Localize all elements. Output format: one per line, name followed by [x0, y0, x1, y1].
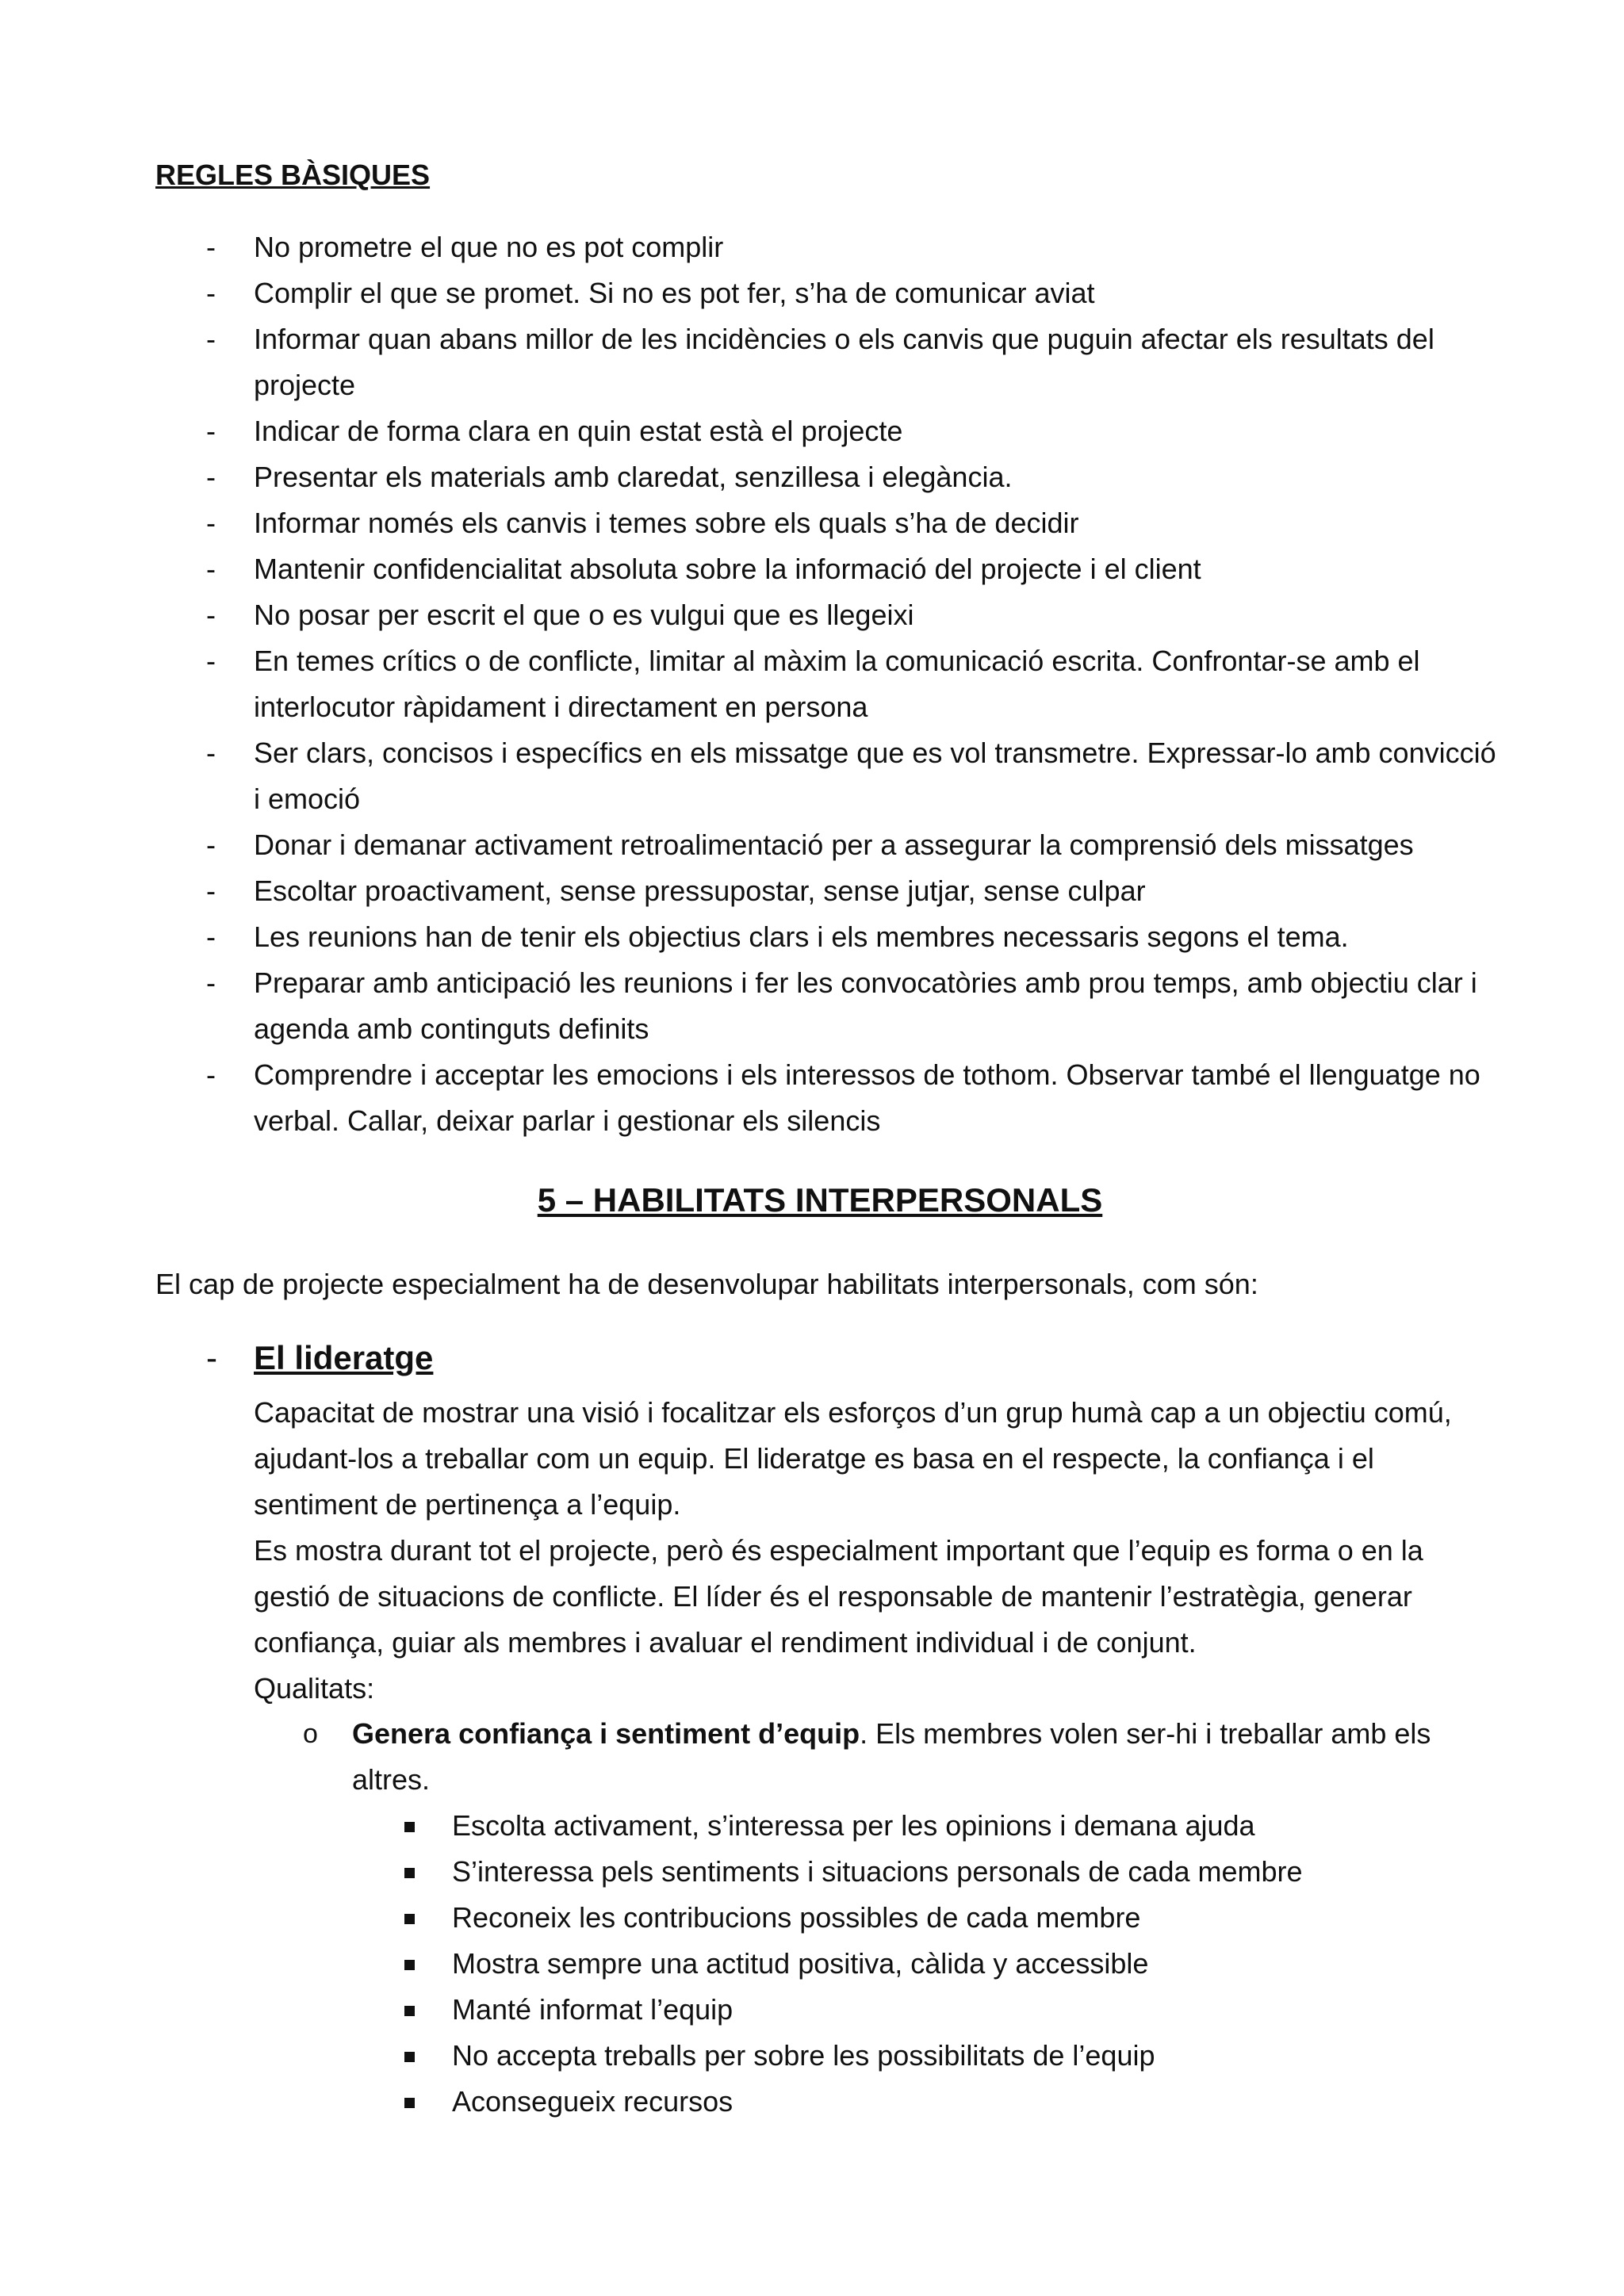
rule-text: Ser clars, concisos i específics en els missatge que es vol transmetre. Expressar-lo amb convicció i emoció	[254, 737, 1496, 815]
list-item	[155, 454, 1503, 500]
dash-marker: -	[206, 323, 216, 355]
intro-text: El cap de projecte especialment ha de desenvolupar habilitats interpersonals, com són:	[155, 1268, 1258, 1300]
quality-bold: Genera confiança i sentiment d’equip	[352, 1717, 860, 1750]
quality-text	[352, 1711, 1494, 1803]
square-bullet-icon	[404, 1822, 415, 1832]
list-item	[155, 730, 1503, 822]
square-bullet-icon	[404, 2006, 415, 2016]
square-bullet-icon	[404, 1960, 415, 1970]
dash-marker: -	[206, 1058, 216, 1091]
list-item	[352, 1849, 1494, 1895]
list-item	[155, 638, 1503, 730]
leadership-title: El lideratge	[254, 1339, 434, 1376]
rule-text: Donar i demanar activament retroalimentació per a assegurar la comprensió dels missatges	[254, 828, 1414, 861]
sub-item-text: S’interessa pels sentiments i situacions personals de cada membre	[452, 1855, 1303, 1888]
sub-item-text: No accepta treballs per sobre les possibilitats de l’equip	[452, 2039, 1155, 2072]
dash-marker: -	[206, 1339, 217, 1376]
circle-bullet-icon: o	[303, 1719, 318, 1749]
square-bullet-icon	[404, 2098, 415, 2108]
rule-text: Indicar de forma clara en quin estat està el projecte	[254, 415, 903, 447]
dash-marker: -	[206, 874, 216, 907]
list-item	[155, 316, 1503, 408]
rule-text: No prometre el que no es pot complir	[254, 231, 724, 263]
qualities-label: Qualitats:	[254, 1672, 375, 1705]
quality-rest: . Els membres volen ser-hi i treballar amb els altres.	[352, 1717, 1431, 1796]
leadership-paragraph-2: Es mostra durant tot el projecte, però és especialment important que l’equip es forma o en la gestió de situacions de conflicte. El líder és el responsable de mantenir l’estratègia, generar confiança, guiar als membres i avaluar el rendiment individual i de conjunt.	[254, 1534, 1423, 1659]
rule-text: Informar quan abans millor de les incidències o els canvis que puguin afectar els resultats del projecte	[254, 323, 1434, 401]
list-item	[155, 500, 1503, 546]
dash-marker: -	[206, 599, 216, 631]
list-item	[352, 1895, 1494, 1941]
list-item	[352, 1803, 1494, 1849]
dash-marker: -	[206, 920, 216, 953]
dash-marker: -	[206, 231, 216, 263]
rules-list	[155, 224, 1503, 1144]
list-item	[352, 2033, 1494, 2079]
list-item	[155, 1052, 1503, 1144]
dash-marker: -	[206, 553, 216, 585]
dash-marker: -	[206, 966, 216, 999]
dash-marker: -	[206, 277, 216, 309]
section-heading: 5 – HABILITATS INTERPERSONALS	[537, 1181, 1103, 1219]
rule-text: Preparar amb anticipació les reunions i fer les convocatòries amb prou temps, amb objectiu clar i agenda amb continguts definits	[254, 966, 1477, 1045]
list-item	[155, 408, 1503, 454]
dash-marker: -	[206, 461, 216, 493]
rule-text: En temes crítics o de conflicte, limitar al màxim la comunicació escrita. Confrontar-se amb el interlocutor ràpidament i directament en persona	[254, 645, 1420, 723]
list-item	[155, 914, 1503, 960]
sub-item-text: Reconeix les contribucions possibles de cada membre	[452, 1901, 1141, 1934]
list-item	[155, 592, 1503, 638]
sub-item-text: Aconsegueix recursos	[452, 2085, 733, 2118]
list-item	[155, 868, 1503, 914]
list-item	[155, 224, 1503, 270]
quality-sub-list	[352, 1803, 1494, 2125]
rule-text: No posar per escrit el que o es vulgui que es llegeixi	[254, 599, 914, 631]
dash-marker: -	[206, 737, 216, 769]
list-item	[352, 1941, 1494, 1987]
list-item	[155, 546, 1503, 592]
leadership-paragraph-1: Capacitat de mostrar una visió i focalitzar els esforços d’un grup humà cap a un objectiu comú, ajudant-los a treballar com un equip. El lideratge es basa en el respecte, la confiança i el sentiment de pertinença a l’equip.	[254, 1396, 1452, 1521]
dash-marker: -	[206, 828, 216, 861]
rule-text: Complir el que se promet. Si no es pot fer, s’ha de comunicar aviat	[254, 277, 1095, 309]
rules-heading: REGLES BÀSIQUES	[155, 159, 431, 191]
rule-text: Les reunions han de tenir els objectius clars i els membres necessaris segons el tema.	[254, 920, 1349, 953]
rule-text: Comprendre i acceptar les emocions i els interessos de tothom. Observar també el llenguatge no verbal. Callar, deixar parlar i gestionar els silencis	[254, 1058, 1480, 1137]
list-item	[155, 822, 1503, 868]
rule-text: Presentar els materials amb claredat, senzillesa i elegància.	[254, 461, 1013, 493]
leadership-body	[254, 1390, 1491, 1712]
rule-text: Escoltar proactivament, sense pressupostar, sense jutjar, sense culpar	[254, 874, 1146, 907]
dash-marker: -	[206, 507, 216, 539]
list-item	[155, 960, 1503, 1052]
dash-marker: -	[206, 415, 216, 447]
list-item	[155, 270, 1503, 316]
rule-text: Mantenir confidencialitat absoluta sobre la informació del projecte i el client	[254, 553, 1201, 585]
square-bullet-icon	[404, 2052, 415, 2062]
dash-marker: -	[206, 645, 216, 677]
sub-item-text: Manté informat l’equip	[452, 1993, 733, 2026]
list-item	[352, 1987, 1494, 2033]
rule-text: Informar només els canvis i temes sobre els quals s’ha de decidir	[254, 507, 1079, 539]
sub-item-text: Escolta activament, s’interessa per les opinions i demana ajuda	[452, 1809, 1255, 1842]
list-item	[352, 2079, 1494, 2125]
sub-item-text: Mostra sempre una actitud positiva, càlida y accessible	[452, 1947, 1149, 1980]
square-bullet-icon	[404, 1868, 415, 1878]
square-bullet-icon	[404, 1914, 415, 1924]
